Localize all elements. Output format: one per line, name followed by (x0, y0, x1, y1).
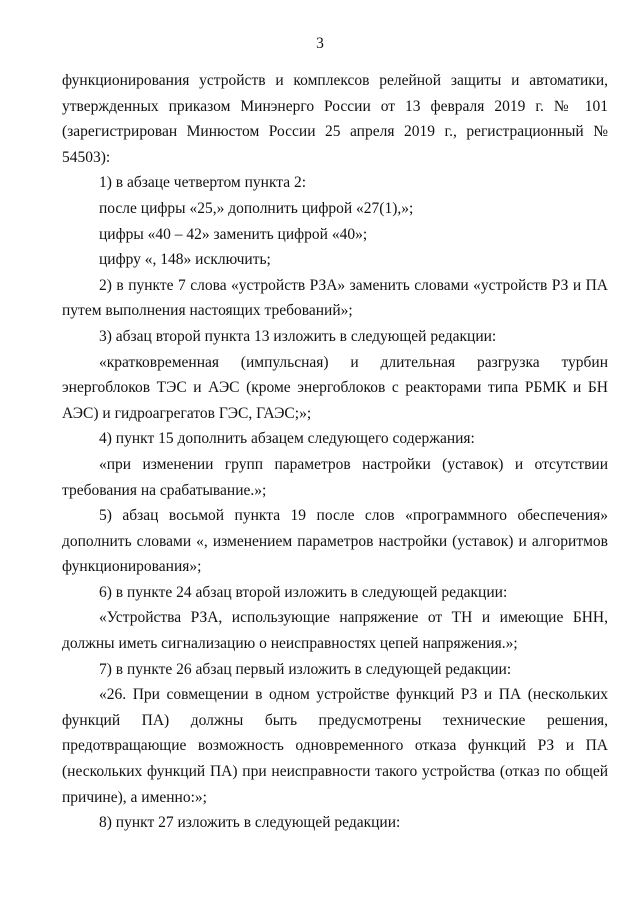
paragraph-item-8: 8) пункт 27 изложить в следующей редакции: (99, 814, 401, 832)
paragraph-item-1: 1) в абзаце четвертом пункта 2: (99, 174, 307, 192)
paragraph-item-4: 4) пункт 15 дополнить абзацем следующего содержания: (99, 430, 475, 448)
paragraph-item-6: 6) в пункте 24 абзац второй изложить в следующей редакции: (99, 583, 508, 601)
paragraph-item-2: 2) в пункте 7 слова «устройств РЗА» заменить словами «устройств РЗ и ПА путем выполнения настоящих требований»; (62, 276, 608, 320)
paragraph-item-1-sub-3: цифру «, 148» исключить; (99, 251, 271, 269)
paragraph-item-4-quote: «при изменении групп параметров настройки (уставок) и отсутствии требования на срабатывание.»; (62, 455, 608, 499)
page-number: 3 (316, 35, 324, 52)
paragraph-item-3-quote: «кратковременная (импульсная) и длительная разгрузка турбин энергоблоков ТЭС и АЭС (кроме энергоблоков с реакторами типа РБМК и БН АЭС) и гидроагрегатов ГЭС, ГАЭС;»; (62, 353, 608, 422)
paragraph-item-1-sub-1: после цифры «25,» дополнить цифрой «27(1),»; (99, 199, 414, 217)
paragraph-item-5: 5) абзац восьмой пункта 19 после слов «программного обеспечения» дополнить словами «, изменением параметров настройки (уставок) и алгоритмов функционирования»; (62, 507, 608, 576)
document-body (62, 68, 608, 836)
paragraph-item-7: 7) в пункте 26 абзац первый изложить в следующей редакции: (99, 660, 512, 678)
paragraph-item-1-sub-2: цифры «40 – 42» заменить цифрой «40»; (99, 225, 368, 243)
paragraph-continuation: функционирования устройств и комплексов релейной защиты и автоматики, утвержденных приказом Минэнерго России от 13 февраля 2019 г. № 101 (зарегистрирован Минюстом России 25 апреля 2019 г., регистрационный № 54503): (62, 72, 608, 166)
paragraph-item-7-quote: «26. При совмещении в одном устройстве функций РЗ и ПА (нескольких функций ПА) должны быть предусмотрены технические решения, предотвращающие возможность одновременного отказа функций РЗ и ПА (нескольких функций ПА) при неисправности такого устройства (отказ по общей причине), а именно:»; (62, 686, 608, 806)
paragraph-item-6-quote: «Устройства РЗА, использующие напряжение от ТН и имеющие БНН, должны иметь сигнализацию о неисправностях цепей напряжения.»; (62, 609, 608, 653)
paragraph-item-3: 3) абзац второй пункта 13 изложить в следующей редакции: (99, 327, 497, 345)
